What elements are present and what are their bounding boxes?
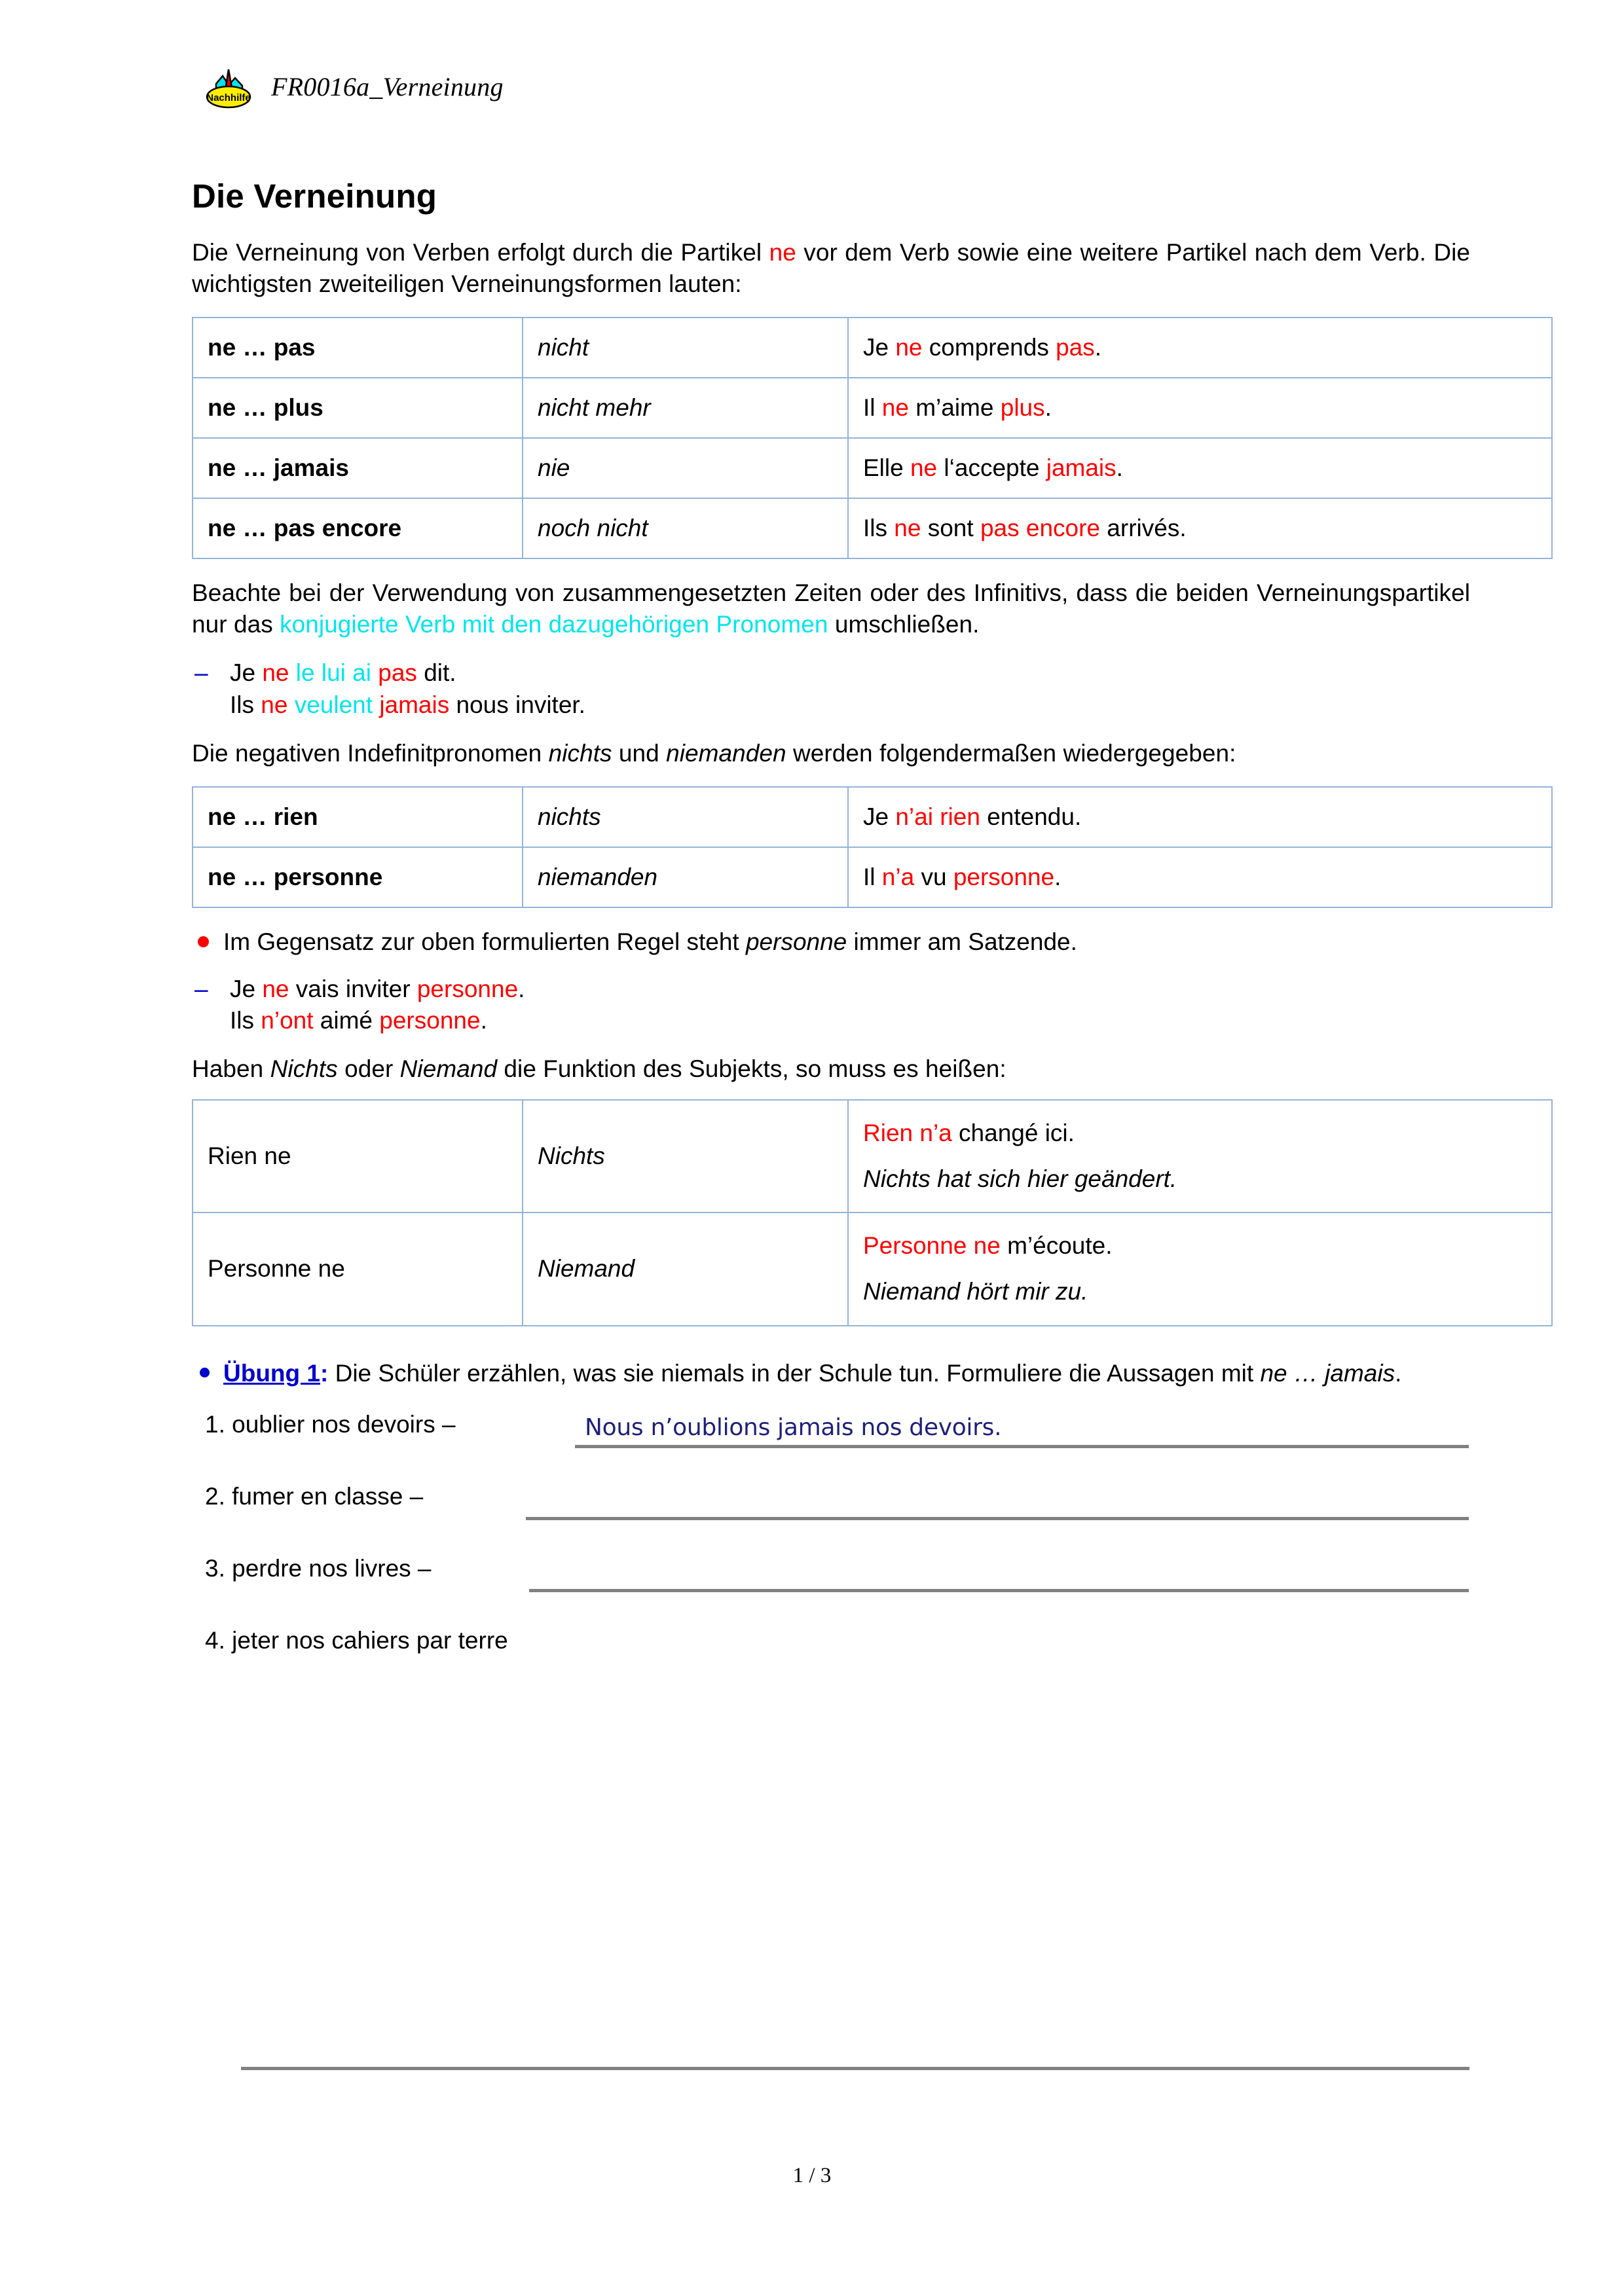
german-cell: nicht	[523, 318, 848, 378]
german-cell: Nichts	[523, 1100, 848, 1212]
ex-part: Ils	[230, 691, 261, 718]
ex-red-1: ne	[262, 659, 289, 687]
ex-red-2: pas encore	[980, 515, 1101, 542]
note3-text-a: Haben	[192, 1055, 270, 1083]
ex-part	[371, 659, 378, 686]
table-row	[193, 847, 1552, 907]
ex-cyan: veulent	[294, 691, 373, 718]
ex-part: Je	[863, 803, 896, 830]
answer-fill-line[interactable]	[526, 1517, 1469, 1520]
handwritten-answer[interactable]: Nous n’oublions jamais nos devoirs.	[585, 1413, 1002, 1441]
ex-part	[373, 691, 379, 718]
ex-red-1: Personne ne	[863, 1232, 1001, 1260]
german-cell: nicht mehr	[523, 378, 848, 438]
ex-part: m’écoute.	[1000, 1232, 1113, 1260]
dash-marker: –	[194, 975, 208, 1002]
ex-part: l‘accepte	[937, 454, 1046, 482]
table-row	[193, 438, 1552, 498]
example-cell	[848, 318, 1552, 378]
example-cell	[848, 1212, 1552, 1325]
ex-part: Il	[863, 394, 882, 422]
ex-part: comprends	[922, 334, 1056, 361]
ex-part: sont	[921, 515, 980, 542]
ex-part: .	[480, 1006, 487, 1034]
ex-red-1: n’a	[881, 863, 915, 890]
intro-ne-highlight: ne	[769, 239, 796, 266]
ex-part: dit.	[416, 659, 456, 687]
exercise-italic: ne … jamais	[1260, 1359, 1395, 1387]
ex-red-1: n’ai rien	[895, 803, 980, 830]
example-french	[863, 1118, 1540, 1149]
table-row	[193, 787, 1552, 847]
note3-italic-2: Niemand	[399, 1055, 498, 1083]
bullet-note-personne	[192, 926, 1470, 958]
form-cell: ne … pas	[193, 318, 523, 378]
red-bullet-icon	[198, 936, 209, 947]
form-cell: Personne ne	[193, 1212, 523, 1325]
intro-text-b: vor dem Verb sowie eine weitere Partikel nach dem Verb. Die wichtigsten zweiteiligen Verneinungsformen lauten:	[192, 239, 1470, 298]
ex-part: Ils	[230, 1006, 261, 1034]
exercise-item-1[interactable]	[192, 1409, 1470, 1449]
table-row	[193, 1212, 1552, 1325]
ex-red-2: jamais	[1046, 454, 1116, 482]
bullet-italic: personne	[745, 928, 847, 955]
example-line	[230, 1005, 1470, 1036]
exercise-text-a: Die Schüler erzählen, was sie niemals in der Schule tun. Formuliere die Aussagen mit	[328, 1359, 1261, 1387]
ex-part: .	[518, 975, 525, 1002]
german-cell: Niemand	[523, 1212, 848, 1325]
example-cell	[848, 438, 1552, 498]
form-cell: ne … personne	[193, 847, 523, 907]
ex-red-1: n’ont	[261, 1006, 314, 1034]
table-row	[193, 318, 1552, 378]
ex-part: Je	[863, 334, 896, 361]
svg-text:Nachhilfe: Nachhilfe	[206, 92, 251, 103]
ex-part: .	[1094, 334, 1102, 361]
note2-text-b: und	[612, 739, 667, 767]
ex-part: .	[1054, 863, 1061, 890]
form-cell: ne … pas encore	[193, 498, 523, 558]
note3-text-b: oder	[337, 1055, 400, 1083]
exercise-colon: :	[320, 1359, 329, 1387]
note3-italic-1: Nichts	[270, 1055, 338, 1083]
exercise-items	[192, 1409, 1470, 1666]
note3-text-c: die Funktion des Subjekts, so muss es heißen:	[497, 1055, 1006, 1083]
ex-part: m’aime	[908, 394, 1001, 422]
ex-part: aimé	[313, 1006, 380, 1034]
subject-negation-table	[192, 1099, 1553, 1326]
bullet-text-a: Im Gegensatz zur oben formulierten Regel steht	[223, 928, 746, 955]
note1-text-a: Beachte bei der Verwendung von zusammengesetzten Zeiten oder des Infinitivs, dass die beiden Verneinungspartikel nur das	[192, 579, 1470, 638]
german-cell: nichts	[523, 787, 848, 847]
exercise-instructions	[192, 1358, 1470, 1390]
ex-part: vais inviter	[289, 975, 417, 1002]
ex-part: nous inviter.	[449, 691, 585, 718]
trailing-answer-line[interactable]	[241, 2067, 1469, 2070]
answer-fill-line[interactable]	[575, 1445, 1469, 1448]
examples-list-2	[192, 974, 1470, 1036]
nachhilfe-logo-icon	[203, 63, 254, 110]
german-cell: nie	[523, 438, 848, 498]
exercise-prompt: 2. fumer en classe –	[205, 1483, 424, 1510]
note2-italic-2: niemanden	[666, 739, 786, 767]
german-cell: niemanden	[523, 847, 848, 907]
exercise-label: Übung 1	[223, 1359, 320, 1387]
examples-list-1	[192, 657, 1470, 720]
example-cell	[848, 498, 1552, 558]
note2-italic-1: nichts	[548, 739, 612, 767]
exercise-item-2[interactable]	[192, 1481, 1470, 1522]
form-cell: ne … plus	[193, 378, 523, 438]
ex-red-2: plus	[1000, 394, 1045, 422]
list-item	[192, 657, 1470, 720]
dash-marker: –	[194, 659, 208, 687]
exercise-item-3[interactable]	[192, 1553, 1470, 1594]
example-french	[863, 1230, 1540, 1262]
example-line	[230, 689, 1470, 721]
ex-red-1: Rien n’a	[863, 1120, 952, 1147]
example-cell	[848, 378, 1552, 438]
ex-part: entendu.	[980, 803, 1082, 830]
ex-red-2: pas	[378, 659, 417, 687]
ex-part: .	[1116, 454, 1123, 482]
header-document-code: FR0016a_Verneinung	[271, 71, 504, 101]
exercise-prompt: 3. perdre nos livres –	[205, 1555, 432, 1582]
example-german: Niemand hört mir zu.	[863, 1278, 1088, 1305]
exercise-prompt: 1. oublier nos devoirs –	[205, 1411, 456, 1438]
ex-part: changé ici.	[951, 1120, 1075, 1147]
page-footer: 1 / 3	[792, 2164, 832, 2187]
form-cell: ne … jamais	[193, 438, 523, 498]
blue-bullet-icon	[200, 1368, 210, 1377]
ex-part	[289, 659, 296, 686]
note1-text-b: umschließen.	[828, 611, 980, 638]
bullet-text-b: immer am Satzende.	[847, 928, 1077, 955]
note1-cyan-highlight: konjugierte Verb mit den dazugehörigen Pronomen	[280, 611, 828, 638]
table-row	[193, 378, 1552, 438]
ex-part: .	[1044, 394, 1052, 422]
german-cell: noch nicht	[523, 498, 848, 558]
ex-cyan: le lui ai	[295, 659, 371, 687]
ex-part: arrivés.	[1100, 515, 1187, 542]
note-compound-tenses	[192, 577, 1470, 640]
ex-red-2: jamais	[379, 691, 450, 718]
ex-red-1: ne	[261, 691, 288, 718]
page-header	[203, 63, 504, 110]
ex-part	[287, 691, 294, 718]
list-item	[192, 974, 1470, 1036]
ex-part: Elle	[863, 454, 910, 482]
ex-part: Je	[230, 975, 263, 1002]
ex-part: Il	[863, 863, 882, 890]
form-cell: Rien ne	[193, 1100, 523, 1212]
answer-fill-line[interactable]	[529, 1589, 1469, 1592]
table-row	[193, 498, 1552, 558]
table-row	[193, 1100, 1552, 1212]
ex-red-2: personne	[953, 863, 1055, 890]
exercise-item-4[interactable]	[192, 1625, 1470, 1666]
intro-text-a: Die Verneinung von Verben erfolgt durch die Partikel	[192, 239, 769, 266]
example-german: Nichts hat sich hier geändert.	[863, 1165, 1177, 1193]
example-cell	[848, 1100, 1552, 1212]
indefinite-pronouns-table	[192, 786, 1553, 908]
document-content	[192, 178, 1470, 1697]
ex-red-2: personne	[379, 1006, 481, 1034]
ex-red-1: ne	[895, 334, 923, 361]
ex-red-1: ne	[881, 394, 909, 422]
negation-forms-table	[192, 317, 1553, 559]
example-cell	[848, 787, 1552, 847]
example-line	[230, 657, 1470, 689]
ex-red-2: personne	[416, 975, 519, 1002]
exercise-text-b: .	[1395, 1359, 1402, 1387]
ex-red-1: ne	[262, 975, 289, 1002]
note-subject-function	[192, 1053, 1470, 1085]
example-cell	[848, 847, 1552, 907]
ex-red-2: pas	[1056, 334, 1095, 361]
note2-text-a: Die negativen Indefinitpronomen	[192, 739, 549, 767]
ex-part: Je	[230, 659, 263, 687]
ex-red-1: ne	[910, 454, 938, 482]
ex-red-1: ne	[894, 515, 921, 542]
intro-paragraph	[192, 237, 1470, 300]
exercise-prompt: 4. jeter nos cahiers par terre	[205, 1627, 508, 1654]
note-indefinite-pronouns	[192, 738, 1470, 769]
page-title: Die Verneinung	[192, 177, 437, 215]
ex-part: vu	[914, 863, 953, 890]
form-cell: ne … rien	[193, 787, 523, 847]
ex-part: Ils	[863, 515, 895, 542]
note2-text-c: werden folgendermaßen wiedergegeben:	[786, 739, 1236, 767]
example-line	[230, 974, 1470, 1005]
